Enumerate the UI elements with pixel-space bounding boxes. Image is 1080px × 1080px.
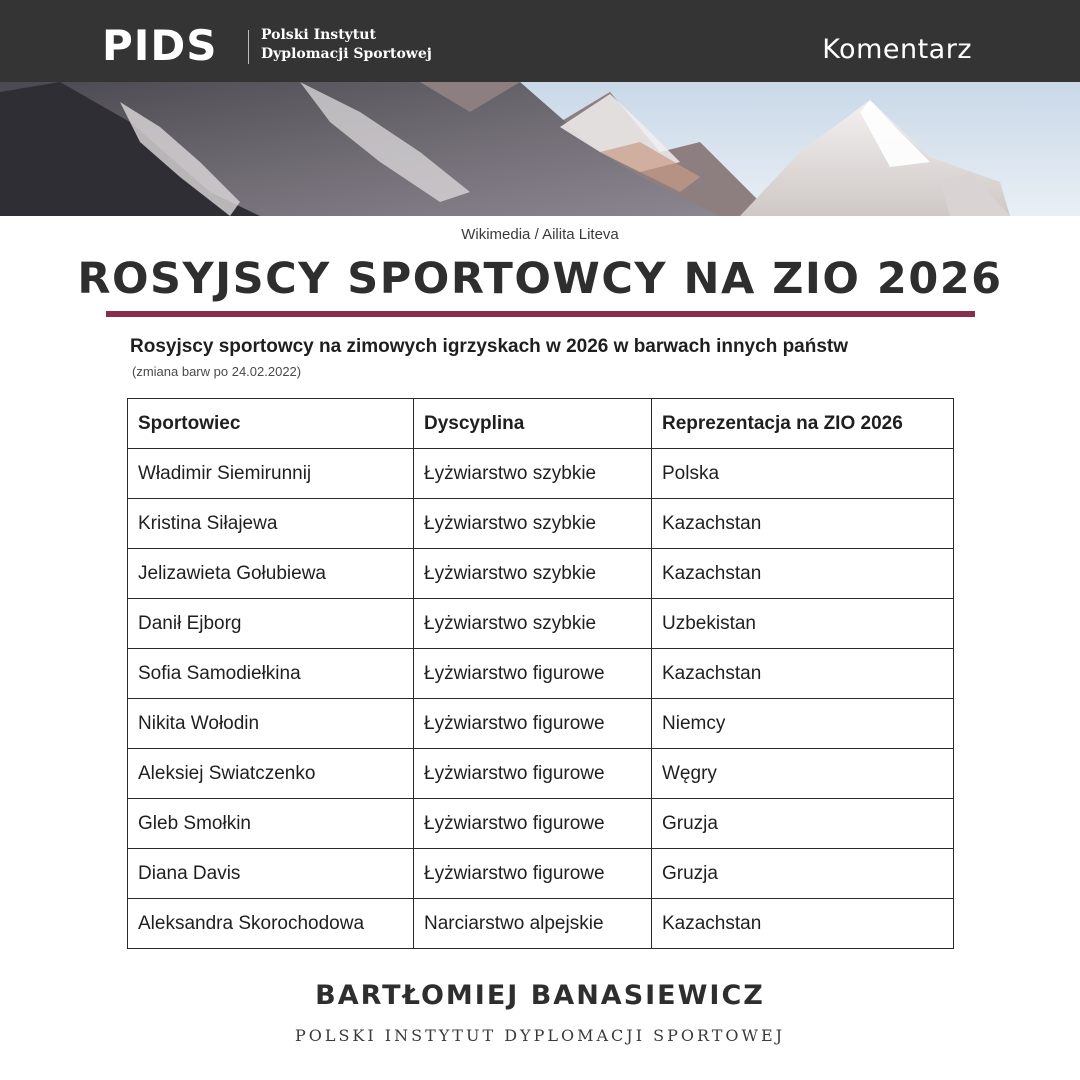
header-representation: Reprezentacja na ZIO 2026	[652, 399, 954, 449]
logo-divider	[248, 30, 249, 64]
cell-country: Uzbekistan	[652, 599, 954, 649]
cell-athlete: Kristina Siłajewa	[128, 499, 414, 549]
cell-discipline: Łyżwiarstwo figurowe	[414, 849, 652, 899]
cell-athlete: Jelizawieta Gołubiewa	[128, 549, 414, 599]
table-header-row	[128, 399, 954, 449]
table-row	[128, 899, 954, 949]
cell-athlete: Gleb Smołkin	[128, 799, 414, 849]
cell-athlete: Danił Ejborg	[128, 599, 414, 649]
table-row	[128, 649, 954, 699]
table-row	[128, 449, 954, 499]
header-bar	[0, 0, 1080, 82]
section-label: Komentarz	[822, 34, 972, 65]
title-underline	[106, 311, 975, 317]
author-name: BARTŁOMIEJ BANASIEWICZ	[315, 980, 765, 1011]
logo-institute-name	[261, 26, 432, 64]
mountain-image	[0, 82, 1080, 216]
table-note: (zmiana barw po 24.02.2022)	[132, 364, 302, 379]
cell-discipline: Łyżwiarstwo szybkie	[414, 449, 652, 499]
cell-country: Kazachstan	[652, 549, 954, 599]
cell-country: Kazachstan	[652, 899, 954, 949]
table-row	[128, 799, 954, 849]
institute-name: POLSKI INSTYTUT DYPLOMACJI SPORTOWEJ	[294, 1026, 786, 1045]
pids-logo: PIDS	[102, 21, 218, 70]
cell-country: Gruzja	[652, 849, 954, 899]
cell-athlete: Sofia Samodiełkina	[128, 649, 414, 699]
table-row	[128, 699, 954, 749]
table-row	[128, 549, 954, 599]
mountain-banner	[0, 82, 1080, 216]
logo-line-2: Dyplomacji Sportowej	[261, 46, 432, 62]
cell-country: Gruzja	[652, 799, 954, 849]
header-athlete: Sportowiec	[128, 399, 414, 449]
table-row	[128, 499, 954, 549]
cell-country: Kazachstan	[652, 649, 954, 699]
cell-athlete: Władimir Siemirunnij	[128, 449, 414, 499]
cell-country: Kazachstan	[652, 499, 954, 549]
table-row	[128, 849, 954, 899]
cell-country: Niemcy	[652, 699, 954, 749]
photo-credit: Wikimedia / Ailita Liteva	[461, 226, 619, 243]
cell-athlete: Aleksandra Skorochodowa	[128, 899, 414, 949]
cell-discipline: Narciarstwo alpejskie	[414, 899, 652, 949]
cell-athlete: Aleksiej Swiatczenko	[128, 749, 414, 799]
cell-country: Polska	[652, 449, 954, 499]
athletes-table	[127, 398, 954, 949]
cell-discipline: Łyżwiarstwo szybkie	[414, 549, 652, 599]
logo-line-1: Polski Instytut	[261, 27, 376, 43]
page-title: ROSYJSCY SPORTOWCY NA ZIO 2026	[77, 254, 1003, 304]
cell-discipline: Łyżwiarstwo figurowe	[414, 649, 652, 699]
cell-discipline: Łyżwiarstwo figurowe	[414, 749, 652, 799]
cell-discipline: Łyżwiarstwo figurowe	[414, 799, 652, 849]
header-discipline: Dyscyplina	[414, 399, 652, 449]
cell-athlete: Diana Davis	[128, 849, 414, 899]
table-row	[128, 599, 954, 649]
table-row	[128, 749, 954, 799]
cell-discipline: Łyżwiarstwo figurowe	[414, 699, 652, 749]
cell-country: Węgry	[652, 749, 954, 799]
table-caption: Rosyjscy sportowcy na zimowych igrzyskach w 2026 w barwach innych państw	[130, 336, 849, 357]
cell-athlete: Nikita Wołodin	[128, 699, 414, 749]
cell-discipline: Łyżwiarstwo szybkie	[414, 599, 652, 649]
cell-discipline: Łyżwiarstwo szybkie	[414, 499, 652, 549]
